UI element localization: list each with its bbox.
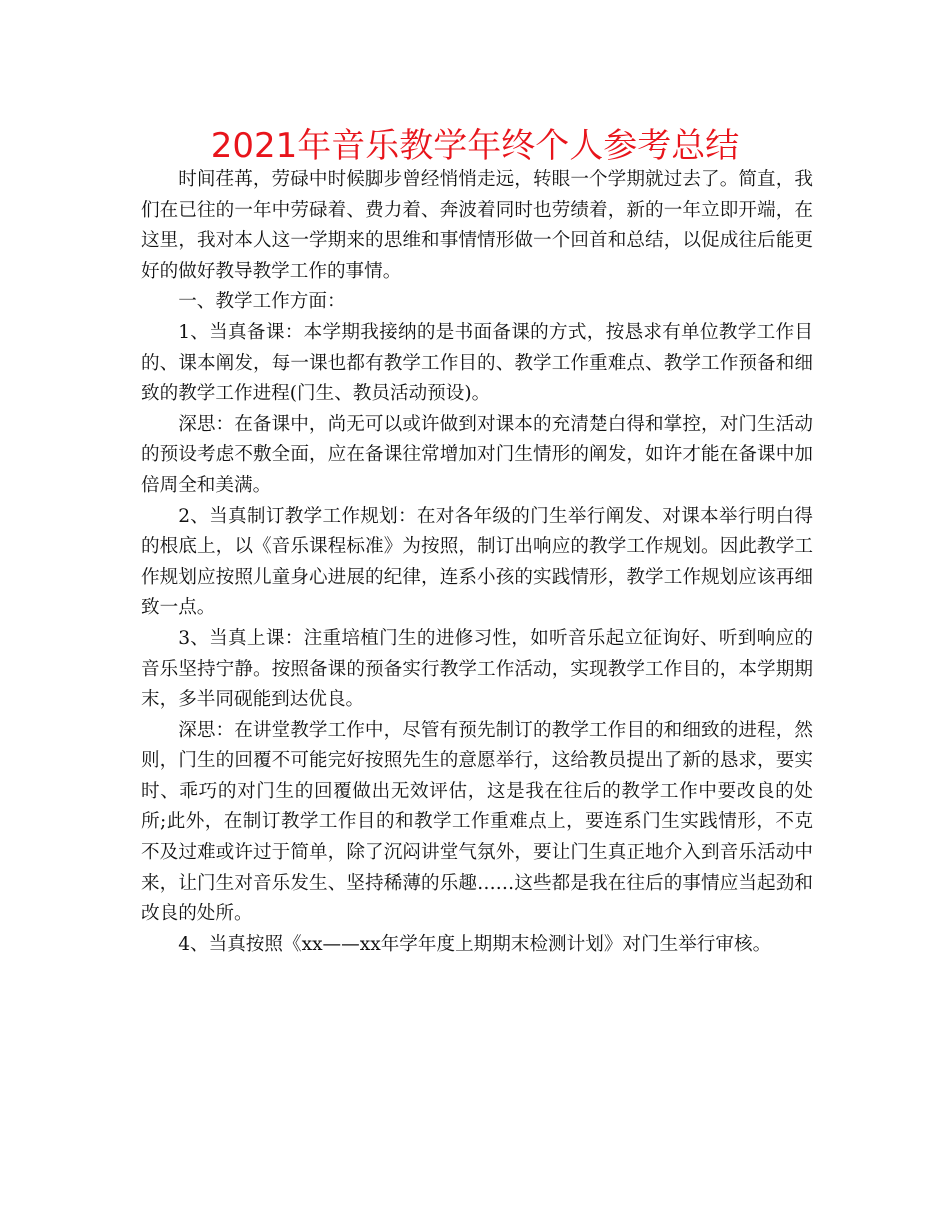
section-heading-teaching: 一、教学工作方面： [178,291,346,313]
document-title: 2021年音乐教学年终个人参考总结 [210,126,740,166]
paragraph-classes: 3、当真上课：注重培植门生的进修习性，如听音乐起立征询好、听到响应的音乐坚持宁静。按照备课的预备实行教学工作活动，实现教学工作目的，本学期期末，多半同砚能到达优良。 [141,627,813,711]
paragraph-teaching-plan: 2、当真制订教学工作规划：在对各年级的门生举行阐发、对课本举行明白得的根底上，以《音乐课程标准》为按照，制订出响应的教学工作规划。因此教学工作规划应按照儿童身心进展的纪律，连系小孩的实践情形，教学工作规划应该再细致一点。 [141,505,813,619]
intro-paragraph: 时间荏苒，劳碌中时候脚步曾经悄悄走远，转眼一个学期就过去了。简直，我们在已往的一年中劳碌着、费力着、奔波着同时也劳绩着，新的一年立即开端，在这里，我对本人这一学期来的思维和事情情形做一个回首和总结，以促成往后能更好的做好教导教学工作的事情。 [141,169,813,282]
document-body [141,165,813,960]
paragraph-reflection-prep: 深思：在备课中，尚无可以或许做到对课本的充清楚白得和掌控，对门生活动的预设考虑不敷全面，应在备课往常增加对门生情形的阐发，如许才能在备课中加倍周全和美满。 [141,413,813,496]
paragraph-assessment: 4、当真按照《xx——xx年学年度上期期末检测计划》对门生举行审核。 [178,933,772,955]
paragraph-lesson-prep: 1、当真备课：本学期我接纳的是书面备课的方式，按恳求有单位教学工作目的、课本阐发，每一课也都有教学工作目的、教学工作重难点、教学工作预备和细致的教学工作进程(门生、教员活动预设)。 [141,321,813,405]
paragraph-reflection-class: 深思：在讲堂教学工作中，尽管有预先制订的教学工作目的和细致的进程，然则，门生的回覆不可能完好按照先生的意愿举行，这给教员提出了新的恳求，要实时、乖巧的对门生的回覆做出无效评估，这是我在往后的教学工作中要改良的处所;此外，在制订教学工作目的和教学工作重难点上，要连系门生实践情形，不克不及过难或许过于简单，除了沉闷讲堂气氛外，要让门生真正地介入到音乐活动中来，让门生对音乐发生、坚持稀薄的乐趣……这些都是我在往后的事情应当起劲和改良的处所。 [141,719,813,925]
